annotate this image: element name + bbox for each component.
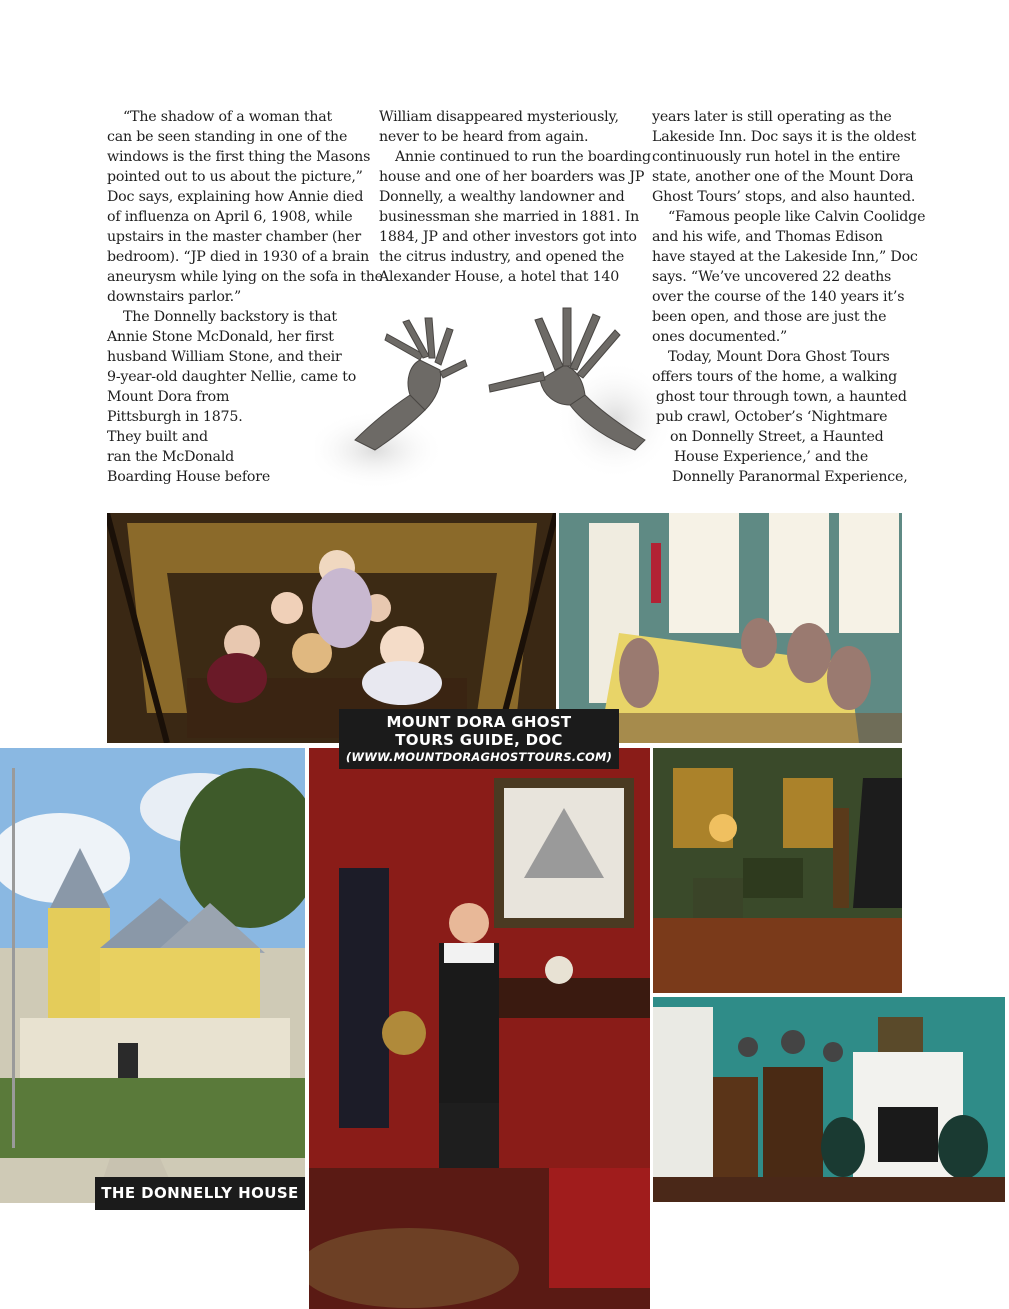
donnelly-house-photo-art	[0, 748, 305, 1203]
text-line: aneurysm while lying on the sofa in the	[107, 269, 383, 285]
text-line: state, another one of the Mount Dora	[652, 169, 914, 185]
text-line: Alexander House, a hotel that 140	[379, 269, 620, 285]
text-line: house and one of her boarders was JP	[379, 169, 645, 185]
text-line: on Donnelly Street, a Haunted	[670, 429, 884, 445]
text-line: of influenza on April 6, 1908, while	[107, 209, 353, 225]
text-line: husband William Stone, and their	[107, 349, 342, 365]
text-line: Annie continued to run the boarding	[395, 149, 651, 165]
text-line: Doc says, explaining how Annie died	[107, 189, 364, 205]
text-line: and his wife, and Thomas Edison	[652, 229, 883, 245]
text-line: downstairs parlor.”	[107, 289, 242, 305]
guide-caption	[339, 709, 619, 769]
text-line: bedroom). “JP died in 1930 of a brain	[107, 249, 370, 265]
text-line: the citrus industry, and opened the	[379, 249, 625, 265]
text-line: says. “We’ve uncovered 22 deaths	[652, 269, 892, 285]
ghost-tour-guide-photo	[309, 748, 650, 1309]
text-line: ones documented.”	[652, 329, 788, 345]
guide-caption-line-1: MOUNT DORA GHOST	[386, 713, 572, 731]
ghost-tour-guide-photo-art	[309, 748, 650, 1309]
text-line: upstairs in the master chamber (her	[107, 229, 361, 245]
text-line: been open, and those are just the	[652, 309, 887, 325]
text-line: “Famous people like Calvin Coolidge	[668, 209, 926, 225]
text-line: years later is still operating as the	[652, 109, 892, 125]
parlor-photo-art	[653, 748, 902, 993]
text-line: Annie Stone McDonald, her first	[107, 329, 334, 345]
guide-caption-url: (WWW.MOUNTDORAGHOSTTOURS.COM)	[345, 750, 613, 764]
text-line: The Donnelly backstory is that	[123, 309, 337, 325]
text-line: pointed out to us about the picture,”	[107, 169, 363, 185]
text-line: Ghost Tours’ stops, and also haunted.	[652, 189, 916, 205]
library-room-photo-art	[653, 997, 1005, 1202]
text-line: ghost tour through town, a haunted	[656, 389, 907, 405]
text-line: over the course of the 140 years it’s	[652, 289, 905, 305]
text-line: 9-year-old daughter Nellie, came to	[107, 369, 357, 385]
donnelly-house-photo	[0, 748, 305, 1203]
text-line: House Experience,’ and the	[674, 449, 869, 465]
text-line: Mount Dora from	[107, 389, 230, 405]
text-line: can be seen standing in one of the	[107, 129, 348, 145]
text-line: “The shadow of a woman that	[123, 109, 333, 125]
library-room-photo	[653, 997, 1005, 1202]
text-line: Pittsburgh in 1875.	[107, 409, 243, 425]
text-line: 1884, JP and other investors got into	[379, 229, 637, 245]
text-line: windows is the first thing the Masons	[107, 149, 371, 165]
text-line: businessman she married in 1881. In	[379, 209, 640, 225]
article-column-3	[652, 107, 926, 487]
text-line: offers tours of the home, a walking	[652, 369, 898, 385]
text-line: Today, Mount Dora Ghost Tours	[668, 349, 890, 365]
text-line: William disappeared mysteriously,	[379, 109, 619, 125]
text-line: Boarding House before	[107, 469, 271, 485]
article-column-2	[379, 107, 651, 287]
text-line: have stayed at the Lakeside Inn,” Doc	[652, 249, 918, 265]
text-line: pub crawl, October’s ‘Nightmare	[656, 409, 888, 425]
ghost-hands-illustration	[315, 300, 685, 500]
text-line: They built and	[107, 429, 208, 445]
text-line: Donnelly Paranormal Experience,	[672, 469, 908, 485]
text-line: ran the McDonald	[107, 449, 235, 465]
text-line: never to be heard from again.	[379, 129, 589, 145]
text-line: continuously run hotel in the entire	[652, 149, 901, 165]
text-line: Lakeside Inn. Doc says it is the oldest	[652, 129, 917, 145]
house-caption: THE DONNELLY HOUSE	[95, 1177, 305, 1210]
guide-caption-line-2: TOURS GUIDE, DOC	[395, 731, 563, 749]
text-line: Donnelly, a wealthy landowner and	[379, 189, 625, 205]
parlor-photo	[653, 748, 902, 993]
article-column-1	[107, 107, 383, 487]
